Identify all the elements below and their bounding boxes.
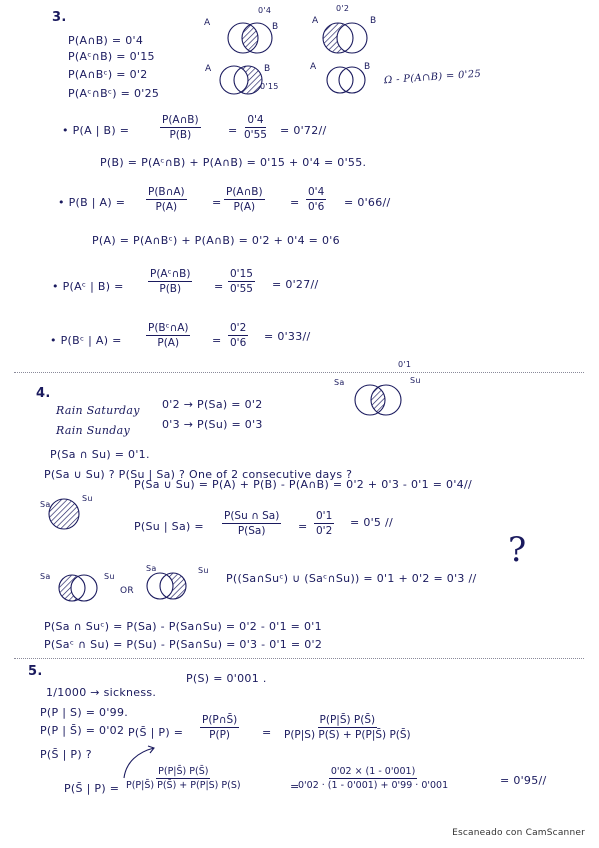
venn-value: 0'2	[336, 4, 350, 13]
venn-diagram	[320, 60, 380, 100]
rain-sunday-value: 0'3 → P(Su) = 0'3	[162, 418, 263, 431]
formula-lhs: • P(Bᶜ | A) =	[50, 334, 122, 347]
omega-note: Ω - P(A∩B) = 0'25	[383, 68, 482, 87]
numerator: P(P∩S̄)	[202, 714, 238, 726]
denominator: P(A)	[155, 201, 178, 213]
denominator: 0'6	[230, 337, 247, 349]
formula-line: P(B) = P(Aᶜ∩B) + P(A∩B) = 0'15 + 0'4 = 0'55.	[100, 156, 367, 169]
rate-line: 1/1000 → sickness.	[46, 686, 157, 699]
venn-label: A	[204, 18, 211, 28]
venn-value: 0'1	[398, 360, 412, 369]
numerator: 0'15	[230, 268, 253, 280]
given-line: P(Aᶜ∩B) = 0'15	[68, 50, 155, 63]
venn-label: Su	[82, 494, 93, 503]
denominator: P(Sa)	[237, 525, 266, 537]
numerator: P(Su ∩ Sa)	[224, 510, 280, 522]
equals-sign: =	[262, 726, 272, 739]
fraction	[228, 322, 248, 349]
fraction	[200, 714, 239, 741]
denominator: P(P|S̄) P(S̄) + P(P|S) P(S)	[126, 780, 241, 791]
denominator: P(P|S) P(S) + P(P|S̄) P(S̄)	[284, 729, 411, 741]
fraction	[298, 766, 448, 791]
venn-label: B	[264, 64, 271, 74]
equals-sign: =	[212, 334, 222, 347]
venn-label: Sa	[146, 564, 157, 573]
section-5-number: 5.	[28, 664, 43, 679]
venn-label: Su	[104, 572, 115, 581]
formula-lhs: P(Su | Sa) =	[134, 520, 204, 533]
denominator: P(A)	[157, 337, 180, 349]
denominator: 0'55	[244, 129, 267, 141]
denominator: 0'2	[316, 525, 333, 537]
fraction	[244, 114, 267, 141]
numerator: 0'2	[230, 322, 247, 334]
equals-sign: =	[228, 124, 238, 137]
venn-label: Sa	[334, 378, 345, 387]
numerator: P(Bᶜ∩A)	[148, 322, 189, 334]
numerator: 0'4	[247, 114, 264, 126]
venn-label: B	[364, 62, 371, 72]
result: = 0'27//	[272, 278, 319, 291]
formula-line: P((Sa∩Suᶜ) ∪ (Saᶜ∩Su)) = 0'1 + 0'2 = 0'3 //	[226, 572, 477, 585]
venn-label: A	[205, 64, 212, 74]
fraction	[314, 510, 334, 537]
fraction	[222, 510, 281, 537]
fraction	[228, 268, 255, 295]
denominator: 0'55	[230, 283, 253, 295]
venn-diagram	[212, 60, 292, 100]
question-line: P(Sa ∪ Su) ? P(Su | Sa) ? One of 2 consecutive days ?	[44, 468, 353, 481]
formula-lhs: P(S̄ | P) =	[64, 782, 120, 795]
denominator: 0'02 · (1 - 0'001) + 0'99 · 0'001	[298, 780, 449, 791]
denominator: 0'6	[308, 201, 325, 213]
denominator: P(P)	[209, 729, 231, 741]
venn-value: 0'4	[258, 6, 272, 15]
equals-sign: =	[214, 280, 224, 293]
formula-line: P(Saᶜ ∩ Su) = P(Su) - P(Sa∩Su) = 0'3 - 0'1 = 0'2	[44, 638, 323, 651]
formula-line: P(A) = P(A∩Bᶜ) + P(A∩B) = 0'2 + 0'4 = 0'6	[92, 234, 340, 247]
venn-label: A	[310, 62, 317, 72]
equals-sign: =	[298, 520, 308, 533]
given-line: P(P | S) = 0'99.	[40, 706, 129, 719]
result: = 0'72//	[280, 124, 327, 137]
fraction	[306, 186, 326, 213]
numerator: P(B∩A)	[148, 186, 185, 198]
section-divider	[14, 658, 584, 659]
venn-label: Sa	[40, 500, 51, 509]
fraction	[160, 114, 201, 141]
denominator: P(B)	[159, 283, 182, 295]
formula-line: P(Sa ∩ Su) = 0'1.	[50, 448, 150, 461]
numerator: P(A∩B)	[162, 114, 199, 126]
formula-line: P(Sa ∪ Su) = P(A) + P(B) - P(A∩B) = 0'2 + 0'3 - 0'1 = 0'4//	[134, 478, 472, 491]
formula-line: P(S) = 0'001 .	[186, 672, 267, 685]
numerator: 0'1	[316, 510, 333, 522]
rain-saturday-label: Rain Saturday	[56, 404, 140, 417]
numerator: P(P|S̄) P(S̄)	[319, 714, 376, 726]
venn-label: A	[312, 16, 319, 26]
venn-diagram	[50, 568, 110, 608]
scanner-watermark: Escaneado con CamScanner	[452, 828, 585, 838]
venn-diagram	[205, 8, 285, 58]
numerator: 0'4	[308, 186, 325, 198]
rain-saturday-value: 0'2 → P(Sa) = 0'2	[162, 398, 263, 411]
numerator: 0'02 × (1 - 0'001)	[330, 766, 416, 777]
section-divider	[14, 372, 584, 373]
denominator: P(B)	[169, 129, 192, 141]
given-line: P(A∩B) = 0'4	[68, 34, 144, 47]
fraction	[284, 714, 411, 741]
equals-sign: =	[290, 196, 300, 209]
venn-value: 0'15	[260, 82, 279, 91]
venn-label: B	[370, 16, 377, 26]
formula-line: P(Sa ∩ Suᶜ) = P(Sa) - P(Sa∩Su) = 0'2 - 0'1 = 0'1	[44, 620, 322, 633]
result: = 0'95//	[500, 774, 547, 787]
venn-label: Su	[410, 376, 421, 385]
venn-label: Su	[198, 566, 209, 575]
given-line: P(P | S̄) = 0'02	[40, 724, 125, 737]
given-line: P(Aᶜ∩Bᶜ) = 0'25	[68, 87, 160, 100]
or-label: OR	[120, 586, 134, 596]
result: = 0'5 //	[350, 516, 394, 529]
formula-lhs: P(S̄ | P) =	[128, 726, 184, 739]
fraction	[146, 186, 187, 213]
numerator: P(P|S̄) P(S̄)	[158, 766, 209, 777]
denominator: P(A)	[233, 201, 256, 213]
equals-sign: =	[212, 196, 222, 209]
numerator: P(A∩B)	[226, 186, 263, 198]
section-3-number: 3.	[52, 10, 67, 25]
venn-label: B	[272, 22, 279, 32]
result: = 0'33//	[264, 330, 311, 343]
given-line: P(A∩Bᶜ) = 0'2	[68, 68, 148, 81]
venn-label: Sa	[40, 572, 51, 581]
venn-diagram	[346, 374, 416, 424]
fraction	[148, 268, 192, 295]
fraction	[146, 322, 190, 349]
result: = 0'66//	[344, 196, 391, 209]
formula-lhs: • P(B | A) =	[58, 196, 126, 209]
rain-sunday-label: Rain Sunday	[56, 424, 131, 437]
formula-lhs: • P(A | B) =	[62, 124, 130, 137]
fraction	[126, 766, 241, 791]
numerator: P(Aᶜ∩B)	[150, 268, 191, 280]
question-line: P(S̄ | P) ?	[40, 748, 92, 761]
equals-sign: =	[290, 780, 300, 793]
question-mark: ?	[508, 530, 527, 570]
section-4-number: 4.	[36, 386, 51, 401]
formula-lhs: • P(Aᶜ | B) =	[52, 280, 124, 293]
fraction	[224, 186, 265, 213]
